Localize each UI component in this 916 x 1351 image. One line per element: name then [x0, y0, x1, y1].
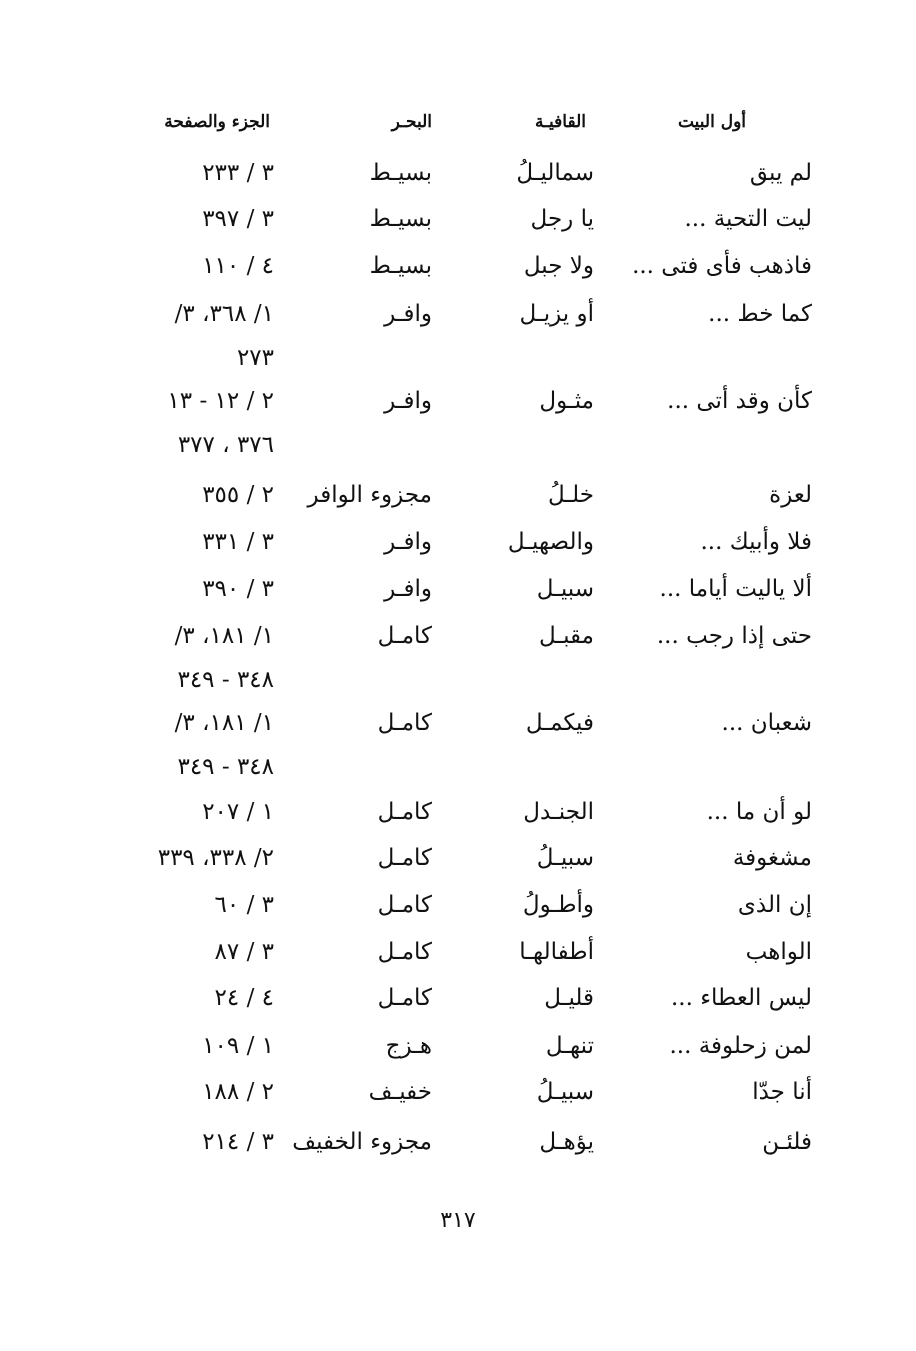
volume-page-cell: ١/ ١٨١، ٣/	[174, 623, 274, 649]
first-verse-cell: لم يبق	[749, 160, 812, 186]
volume-page-cell: ٣ / ٢٣٣	[202, 160, 274, 186]
header-rhyme: القافيـة	[534, 112, 586, 132]
first-verse-cell: كما خط ...	[708, 301, 812, 327]
meter-cell: مجزوء الخفيف	[292, 1129, 432, 1155]
meter-cell: كامـل	[377, 892, 432, 918]
table-row	[0, 571, 916, 611]
table-row	[0, 934, 916, 974]
rhyme-cell: ولا جبل	[523, 253, 594, 279]
volume-page-cell: ٤ / ٢٤	[214, 985, 274, 1011]
volume-page-cell: ٢/ ٣٣٨، ٣٣٩	[157, 845, 274, 871]
first-verse-cell: ليس العطاء ...	[670, 985, 812, 1011]
volume-page-cell: ١ / ١٠٩	[202, 1033, 274, 1059]
rhyme-cell: مثـول	[539, 388, 594, 414]
meter-cell: كامـل	[377, 845, 432, 871]
header-first-verse: أول البيت	[677, 112, 746, 132]
meter-cell: كامـل	[377, 985, 432, 1011]
volume-page-cell: ٢ / ٣٥٥	[202, 482, 274, 508]
volume-page-continuation: ٢٧٣	[236, 345, 274, 371]
table-row	[0, 980, 916, 1020]
volume-page-cell: ٣ / ٢١٤	[202, 1129, 274, 1155]
first-verse-cell: لعزة	[769, 482, 812, 508]
meter-cell: وافـر	[384, 388, 432, 414]
meter-cell: كامـل	[377, 623, 432, 649]
rhyme-cell: والصهيـل	[507, 529, 594, 555]
table-row	[0, 524, 916, 564]
first-verse-cell: ألا ياليت أياما ...	[659, 576, 812, 602]
volume-page-cell: ٢ / ١٢ - ١٣	[167, 388, 274, 414]
page-number: ٣١٧	[440, 1208, 476, 1233]
volume-page-cell: ٣ / ٣٩٧	[202, 206, 274, 232]
table-row	[0, 296, 916, 336]
volume-page-continuation: ٣٤٨ - ٣٤٩	[177, 754, 274, 780]
table-row	[0, 477, 916, 517]
rhyme-cell: سماليـلُ	[516, 160, 594, 186]
volume-page-cell: ٣ / ٣٣١	[202, 529, 274, 555]
meter-cell: كامـل	[377, 710, 432, 736]
meter-cell: وافـر	[384, 576, 432, 602]
first-verse-cell: ليت التحية ...	[684, 206, 812, 232]
rhyme-cell: خلـلُ	[548, 482, 594, 508]
table-row	[0, 1074, 916, 1114]
meter-cell: بسيـط	[369, 253, 432, 279]
meter-cell: مجزوء الوافر	[307, 482, 432, 508]
first-verse-cell: إن الذى	[737, 892, 812, 918]
rhyme-cell: تنهـل	[545, 1033, 594, 1059]
rhyme-cell: سبيـل	[536, 576, 594, 602]
volume-page-cell: ٣ / ٣٩٠	[202, 576, 274, 602]
table-row	[0, 383, 916, 423]
volume-page-cell: ١/ ٣٦٨، ٣/	[174, 301, 274, 327]
table-row	[0, 201, 916, 241]
first-verse-cell: فلئـن	[762, 1129, 812, 1155]
first-verse-cell: لمن زحلوفة ...	[669, 1033, 812, 1059]
table-row	[0, 1124, 916, 1164]
volume-page-continuation: ٣٧٦ ، ٣٧٧	[177, 432, 274, 458]
meter-cell: وافـر	[384, 301, 432, 327]
table-row	[0, 618, 916, 658]
volume-page-cell: ٣ / ٦٠	[214, 892, 274, 918]
rhyme-cell: سبيـلُ	[536, 845, 594, 871]
meter-cell: بسيـط	[369, 160, 432, 186]
table-row	[0, 1028, 916, 1068]
header-volume-page: الجزء والصفحة	[164, 112, 270, 132]
table-row	[0, 705, 916, 745]
volume-page-cell: ١/ ١٨١، ٣/	[174, 710, 274, 736]
first-verse-cell: فلا وأبيك ...	[700, 529, 812, 555]
first-verse-cell: حتى إذا رجب ...	[656, 623, 812, 649]
first-verse-cell: أنا جدّا	[752, 1079, 812, 1105]
rhyme-cell: أو يزيـل	[519, 301, 594, 327]
volume-page-cell: ٤ / ١١٠	[202, 253, 274, 279]
rhyme-cell: أطفالهـا	[519, 939, 594, 965]
volume-page-cell: ٣ / ٨٧	[214, 939, 274, 965]
meter-cell: كامـل	[377, 799, 432, 825]
first-verse-cell: لو أن ما ...	[706, 799, 812, 825]
rhyme-cell: الجنـدل	[523, 799, 594, 825]
table-row	[0, 840, 916, 880]
meter-cell: كامـل	[377, 939, 432, 965]
rhyme-cell: قليـل	[544, 985, 594, 1011]
table-row	[0, 155, 916, 195]
volume-page-cell: ٢ / ١٨٨	[202, 1079, 274, 1105]
volume-page-continuation: ٣٤٨ - ٣٤٩	[177, 667, 274, 693]
first-verse-cell: الواهب	[745, 939, 812, 965]
table-row	[0, 887, 916, 927]
meter-cell: هـزج	[385, 1033, 432, 1059]
first-verse-cell: شعبان ...	[721, 710, 812, 736]
first-verse-cell: كأن وقد أتى ...	[667, 388, 812, 414]
rhyme-cell: فيكمـل	[525, 710, 594, 736]
first-verse-cell: مشغوفة	[732, 845, 812, 871]
meter-cell: خفيـف	[368, 1079, 432, 1105]
meter-cell: بسيـط	[369, 206, 432, 232]
table-row	[0, 248, 916, 288]
first-verse-cell: فاذهب فأى فتى ...	[632, 253, 812, 279]
table-row	[0, 794, 916, 834]
rhyme-cell: سبيـلُ	[536, 1079, 594, 1105]
rhyme-cell: يا رجل	[530, 206, 594, 232]
rhyme-cell: مقبـل	[538, 623, 594, 649]
volume-page-cell: ١ / ٢٠٧	[202, 799, 274, 825]
rhyme-cell: يؤهـل	[539, 1129, 594, 1155]
header-meter: البحـر	[391, 112, 432, 132]
rhyme-cell: وأطـولُ	[522, 892, 594, 918]
meter-cell: وافـر	[384, 529, 432, 555]
